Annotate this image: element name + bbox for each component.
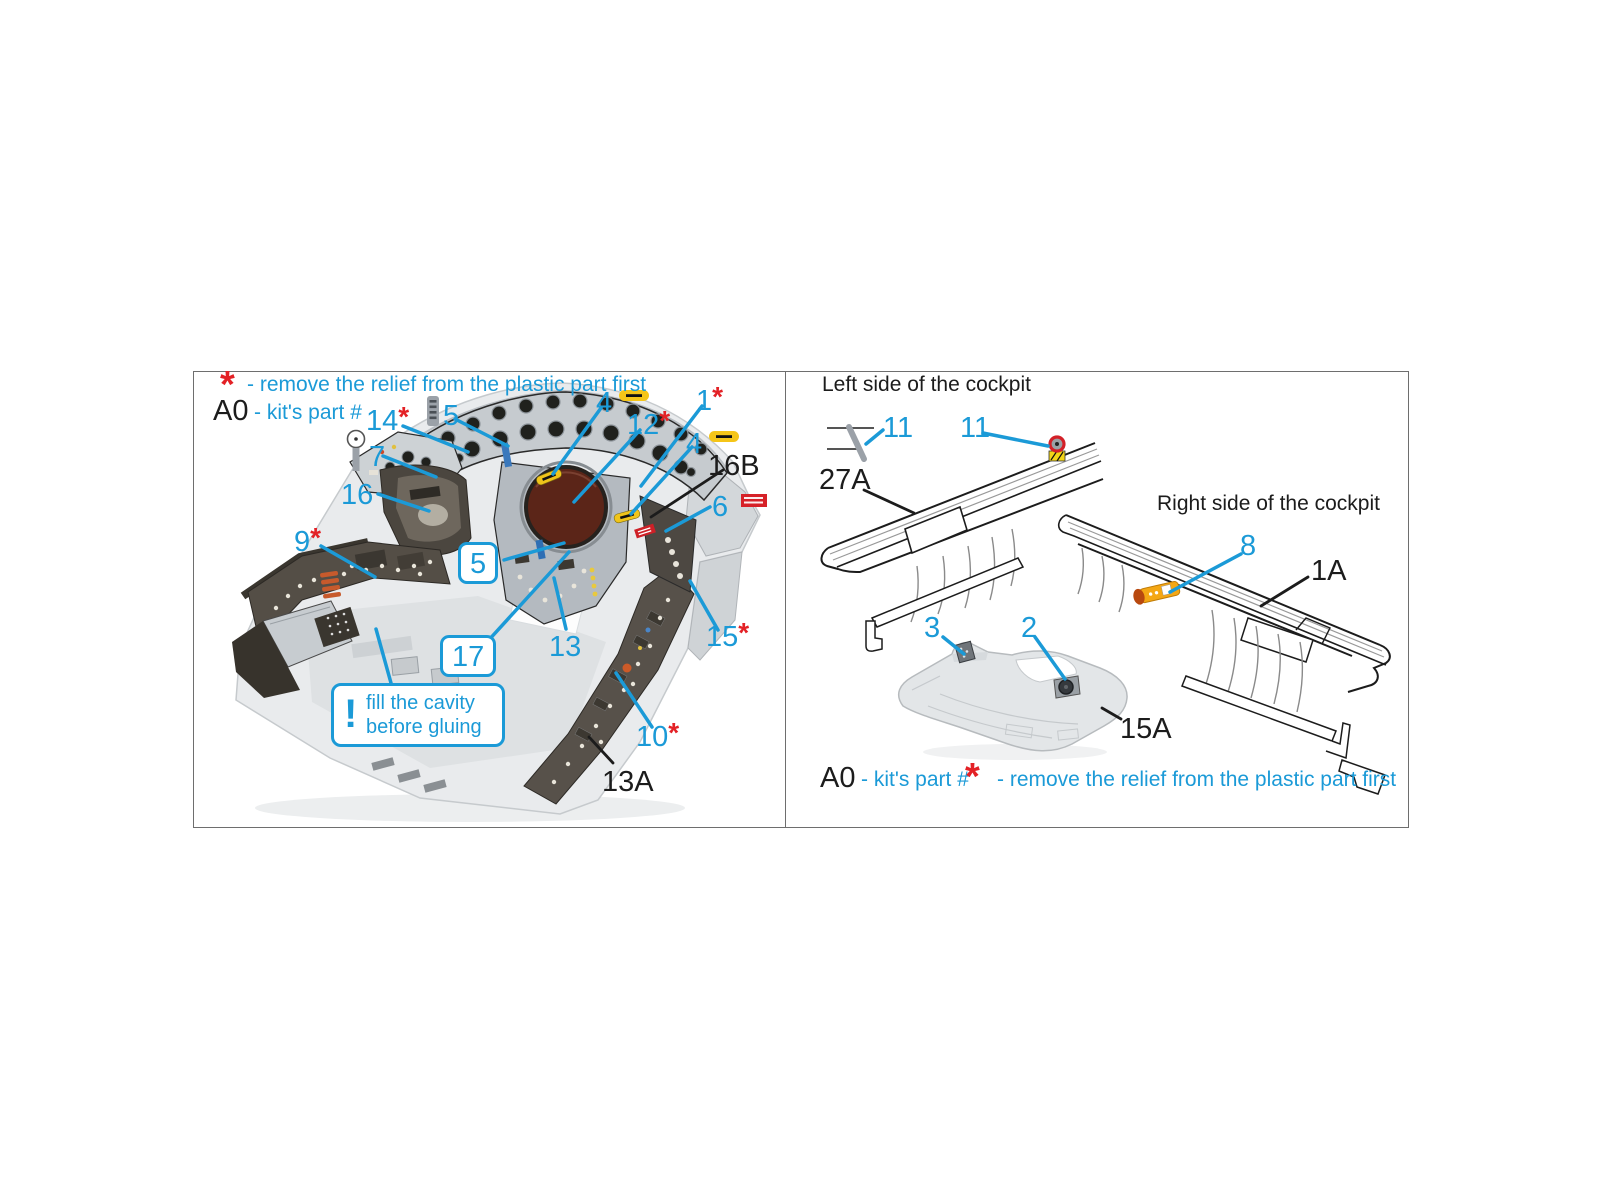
part-15a-drawing: [899, 641, 1127, 760]
legend-asterisk: *: [220, 364, 235, 406]
callout-27A: 27A: [819, 464, 871, 496]
callout-5-boxed: 5: [458, 542, 498, 584]
callout-17-boxed: 17: [440, 635, 496, 677]
cockpit-illustration: [232, 383, 760, 822]
left-sidewall-drawing: [821, 427, 1103, 651]
callout-1A: 1A: [1311, 555, 1347, 587]
legend-part-code: A0: [213, 395, 249, 427]
callout-8: 8: [1240, 530, 1257, 562]
callout-4b: 4: [686, 428, 703, 460]
legend-asterisk-right: *: [965, 756, 980, 798]
title-right-side: Right side of the cockpit: [1157, 492, 1380, 515]
callout-16B: 16B: [708, 450, 760, 482]
jettison-handle-8: [1132, 580, 1181, 606]
callout-4a: 4: [596, 387, 613, 419]
film-strip-icon: [427, 396, 439, 426]
callout-2: 2: [1021, 612, 1038, 644]
callout-5-top: 5: [443, 400, 460, 432]
red-placard-icon: [741, 494, 767, 507]
legend-asterisk-text-right: - remove the relief from the plastic part first: [997, 768, 1397, 791]
marker-11: [1049, 437, 1065, 461]
callout-7: 7: [369, 441, 386, 473]
exclamation-mark: !: [344, 692, 358, 736]
callout-15: 15*: [706, 617, 750, 653]
callout-10: 10*: [636, 717, 680, 753]
legend-part-code-text-right: - kit's part #: [861, 768, 969, 791]
callout-9: 9*: [294, 522, 322, 558]
legend-asterisk-text: - remove the relief from the plastic part first: [247, 373, 647, 396]
legend-part-code-text: - kit's part #: [254, 401, 362, 424]
yellow-decal-icon: [709, 431, 739, 442]
callout-11-wall: 11: [960, 412, 991, 444]
callout-13: 13: [549, 631, 582, 663]
callout-6: 6: [712, 491, 729, 523]
callout-14: 14*: [366, 401, 410, 437]
callout-3: 3: [924, 612, 941, 644]
callout-12: 12*: [627, 405, 671, 441]
callout-15A: 15A: [1120, 713, 1172, 745]
legend-part-code-right: A0: [820, 762, 856, 794]
title-left-side: Left side of the cockpit: [822, 373, 1031, 396]
gauge-part-2: [1054, 676, 1080, 698]
fill-cavity-note: ! fill the cavity before gluing: [331, 683, 505, 747]
callout-1: 1*: [696, 381, 724, 417]
callout-11-icon: 11: [883, 412, 914, 444]
callout-13A: 13A: [602, 766, 654, 798]
callout-16: 16: [341, 479, 374, 511]
